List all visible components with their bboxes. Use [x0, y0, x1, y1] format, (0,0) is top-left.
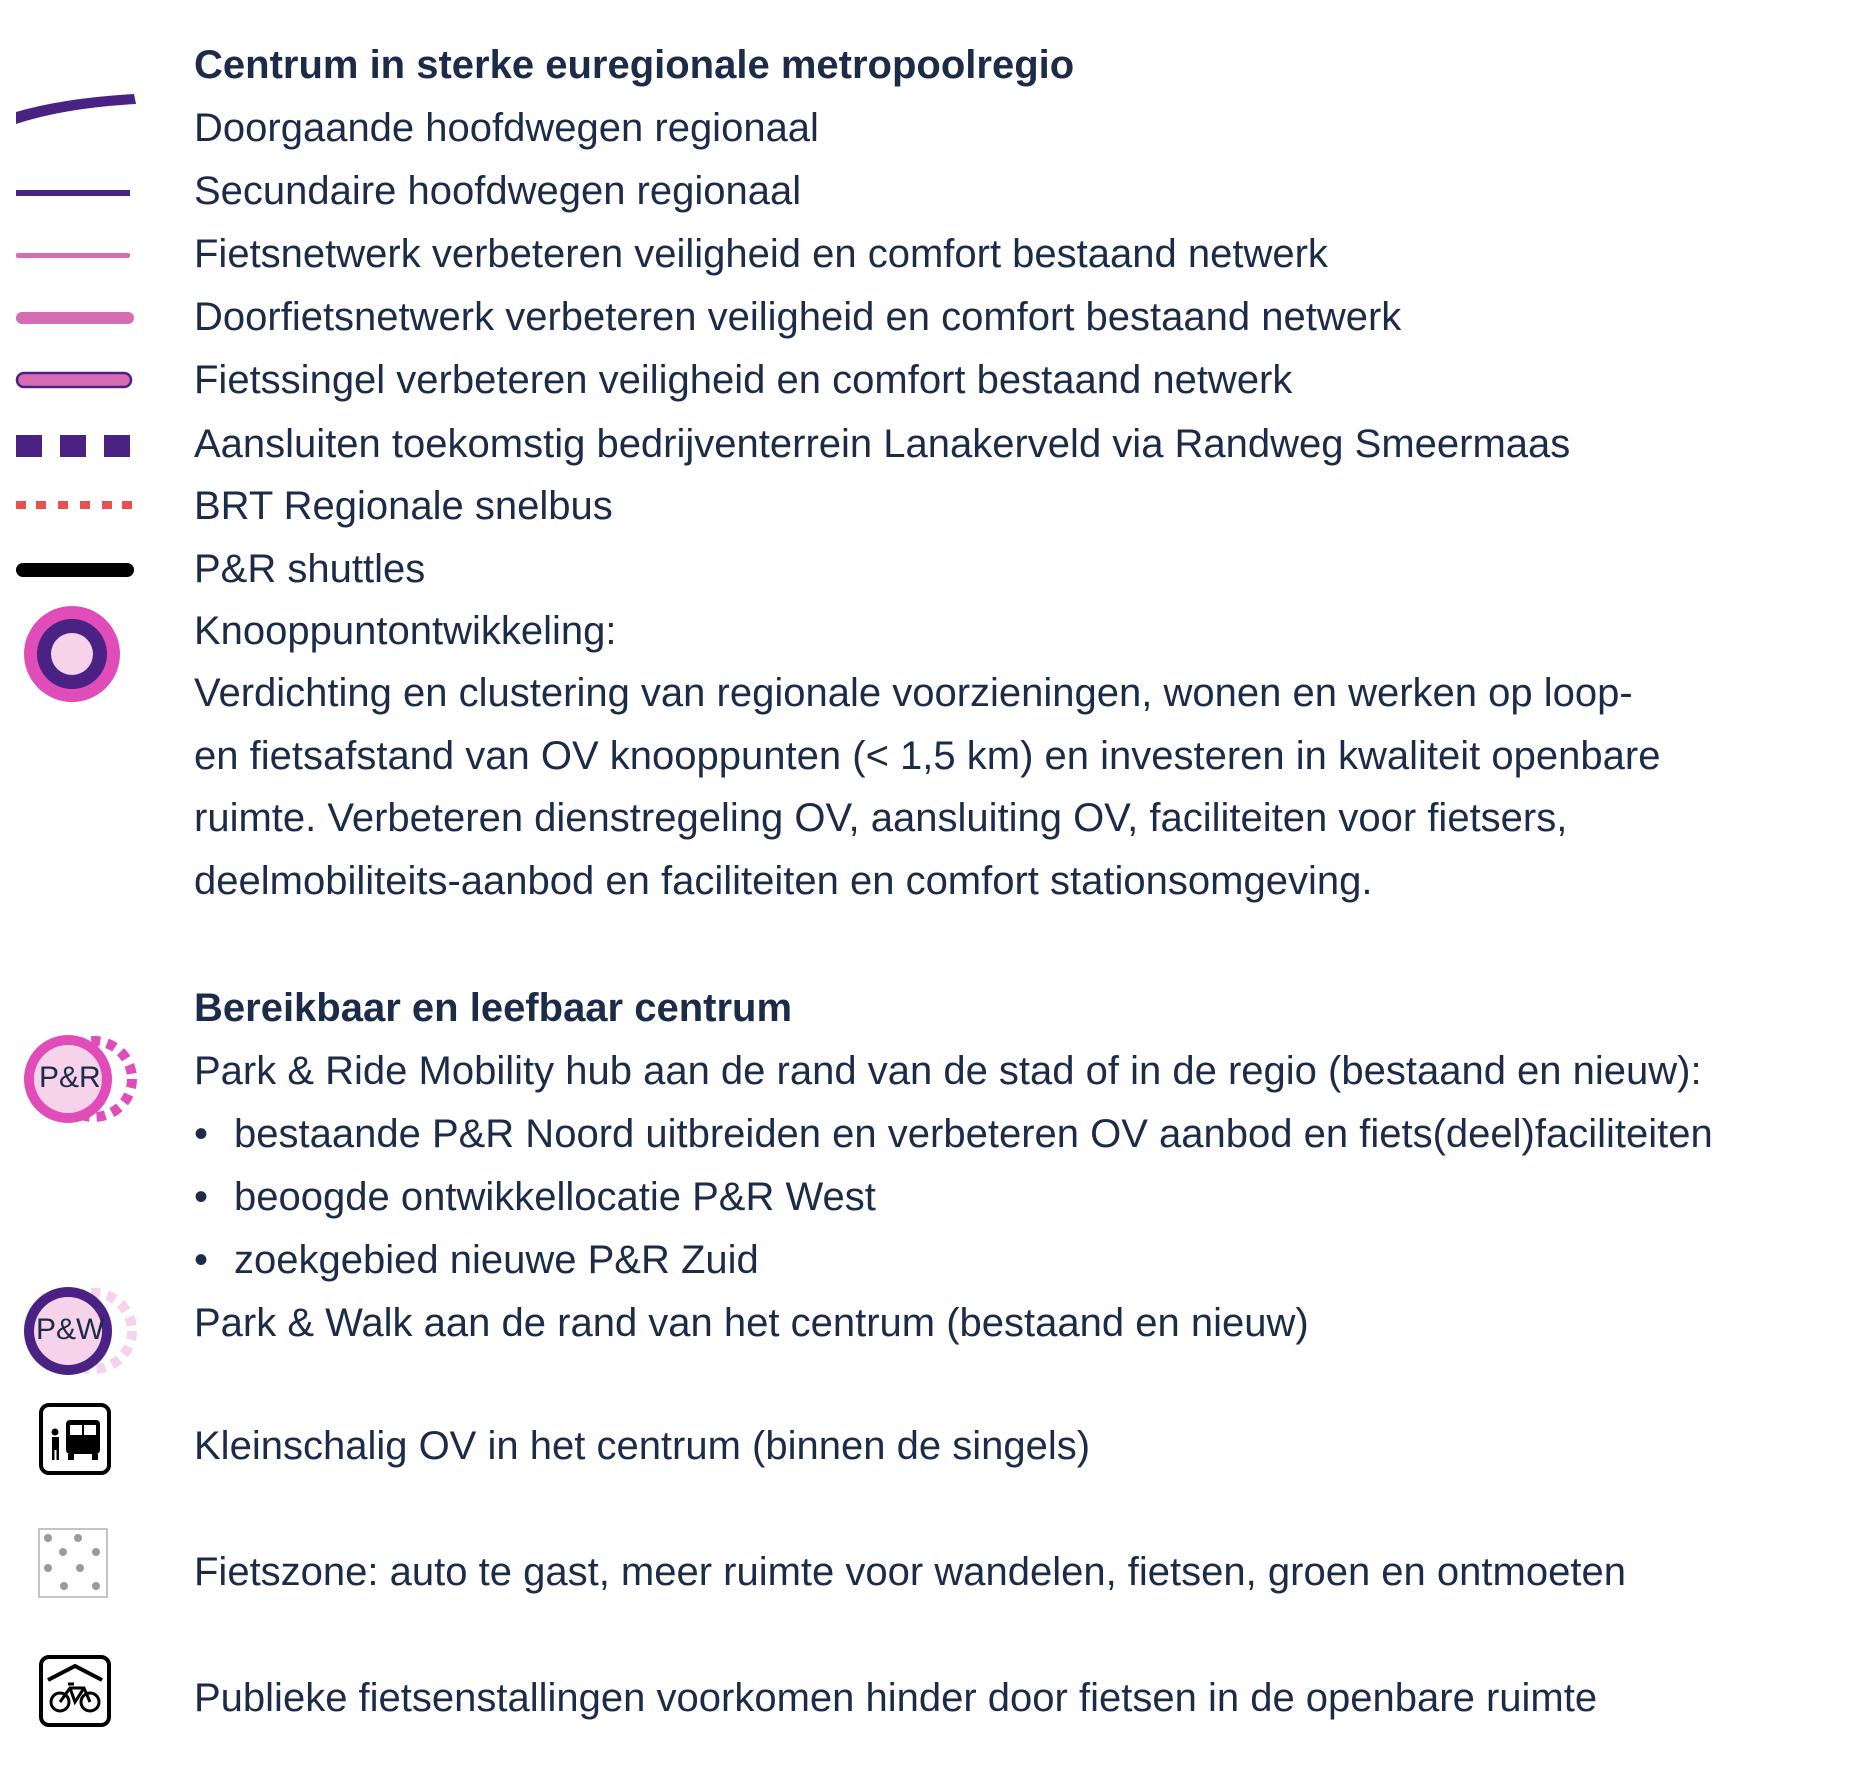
legend-label-lanakerveld-connection: Aansluiten toekomstig bedrijventerrein Lanakerveld via Randweg Smeermaas: [194, 422, 1571, 466]
bullet-marker: •: [194, 1238, 209, 1282]
park-and-walk-icon-text: P&W: [36, 1313, 105, 1346]
thin-purple-line-icon: [14, 188, 134, 198]
legend-label-cycle-network: Fietsnetwerk verbeteren veiligheid en comfort bestaand netwerk: [194, 232, 1328, 276]
hub-title: Knooppuntontwikkeling:: [194, 609, 617, 653]
park-and-walk-icon: [22, 1284, 142, 1378]
legend-label-regional-main-roads: Doorgaande hoofdwegen regionaal: [194, 106, 819, 150]
thick-curved-purple-line-icon: [14, 88, 138, 128]
cycle-zone-label: Fietszone: auto te gast, meer ruimte voor wandelen, fietsen, groen en ontmoeten: [194, 1550, 1626, 1594]
bicycle-parking-icon: [38, 1654, 112, 1728]
hub-description-line-4: deelmobiliteits-aanbod en faciliteiten en comfort stationsomgeving.: [194, 858, 1373, 903]
bicycle-parking-label: Publieke fietsenstallingen voorkomen hinder door fietsen in de openbare ruimte: [194, 1676, 1598, 1720]
bullet-marker: •: [194, 1112, 209, 1156]
legend-label-cycle-ring: Fietssingel verbeteren veiligheid en comfort bestaand netwerk: [194, 358, 1293, 402]
dashed-square-purple-line-icon: [14, 433, 138, 459]
legend-label-secondary-roads: Secundaire hoofdwegen regionaal: [194, 169, 802, 213]
bullet-text: beoogde ontwikkellocatie P&R West: [234, 1175, 876, 1219]
bullet-text: zoekgebied nieuwe P&R Zuid: [234, 1238, 759, 1282]
section2-heading: Bereikbaar en leefbaar centrum: [194, 986, 793, 1030]
park-and-ride-icon: [22, 1032, 142, 1126]
small-bus-icon: [38, 1402, 112, 1476]
legend-label-pr-shuttles: P&R shuttles: [194, 547, 426, 591]
park-and-walk-label: Park & Walk aan de rand van het centrum (bestaand en nieuw): [194, 1301, 1309, 1345]
park-and-ride-icon-text: P&R: [39, 1061, 101, 1094]
hub-description-line-3: ruimte. Verbeteren dienstregeling OV, aansluiting OV, faciliteiten voor fietsers,: [194, 796, 1568, 840]
section1-heading: Centrum in sterke euregionale metropoolregio: [194, 43, 1075, 87]
dotted-zone-icon: [38, 1528, 108, 1598]
thick-black-line-icon: [14, 561, 138, 581]
bullet-text: bestaande P&R Noord uitbreiden en verbeteren OV aanbod en fiets(deel)faciliteiten: [234, 1112, 1713, 1156]
thin-pink-line-icon: [14, 251, 134, 261]
legend-label-express-cycle-network: Doorfietsnetwerk verbeteren veiligheid en comfort bestaand netwerk: [194, 295, 1402, 339]
dashed-red-line-icon: [14, 499, 138, 513]
bullet-marker: •: [194, 1175, 209, 1219]
thick-pink-line-icon: [14, 310, 138, 328]
legend-label-brt-bus: BRT Regionale snelbus: [194, 484, 613, 528]
hub-description-line-1: Verdichting en clustering van regionale voorzieningen, wonen en werken op loop-: [194, 671, 1633, 715]
hub-description-line-2: en fietsafstand van OV knooppunten (< 1,5 km) en investeren in kwaliteit openbare: [194, 733, 1661, 778]
park-and-ride-label: Park & Ride Mobility hub aan de rand van de stad of in de regio (bestaand en nieuw):: [194, 1049, 1702, 1093]
outlined-pink-line-icon: [14, 370, 138, 392]
small-ov-label: Kleinschalig OV in het centrum (binnen de singels): [194, 1424, 1091, 1468]
